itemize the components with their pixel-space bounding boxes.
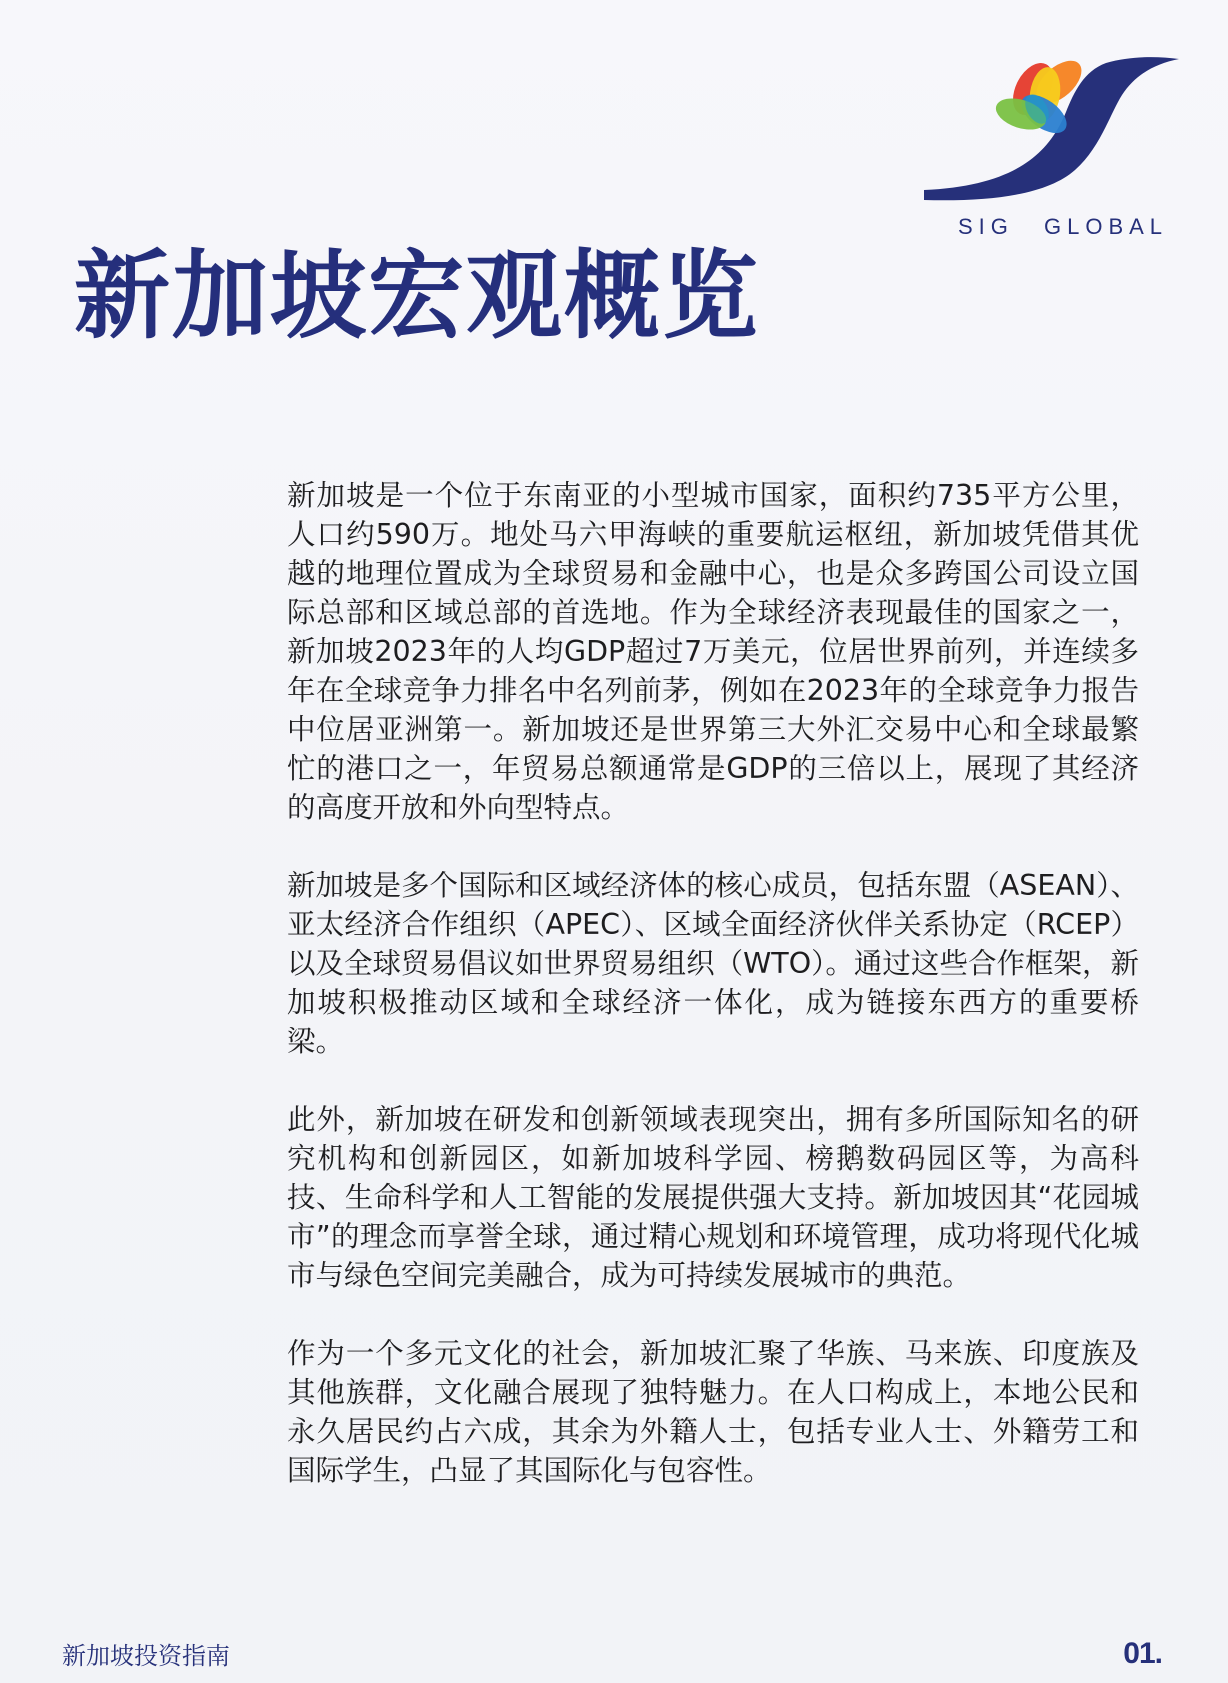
sig-global-logo-mark <box>924 56 1182 206</box>
body-paragraph-4: 作为一个多元文化的社会，新加坡汇聚了华族、马来族、印度族及其他族群，文化融合展现了独特魅力。在人口构成上，本地公民和永久居民约占六成，其余为外籍人士，包括专业人士、外籍劳工和国际学生，凸显了其国际化与包容性。 <box>287 1337 1139 1487</box>
body-text <box>287 476 1139 1529</box>
logo-sig-text: SIG <box>958 214 1014 239</box>
footer-guide-title: 新加坡投资指南 <box>62 1642 230 1670</box>
body-paragraph-1: 新加坡是一个位于东南亚的小型城市国家，面积约735平方公里，人口约590万。地处马六甲海峡的重要航运枢纽，新加坡凭借其优越的地理位置成为全球贸易和金融中心，也是众多跨国公司设立国际总部和区域总部的首选地。作为全球经济表现最佳的国家之一，新加坡2023年的人均GDP超过7万美元，位居世界前列，并连续多年在全球竞争力排名中名列前茅，例如在2023年的全球竞争力报告中位居亚洲第一。新加坡还是世界第三大外汇交易中心和全球最繁忙的港口之一，年贸易总额通常是GDP的三倍以上，展现了其经济的高度开放和外向型特点。 <box>287 479 1139 824</box>
page-title: 新加坡宏观概览 <box>74 240 760 352</box>
sig-global-logo <box>924 56 1182 240</box>
body-paragraph-2: 新加坡是多个国际和区域经济体的核心成员，包括东盟（ASEAN）、亚太经济合作组织（APEC）、区域全面经济伙伴关系协定（RCEP）以及全球贸易倡议如世界贸易组织（WTO）。通过这些合作框架，新加坡积极推动区域和全球经济一体化，成为链接东西方的重要桥梁。 <box>287 869 1139 1058</box>
body-paragraph-3: 此外，新加坡在研发和创新领域表现突出，拥有多所国际知名的研究机构和创新园区，如新加坡科学园、榜鹅数码园区等，为高科技、生命科学和人工智能的发展提供强大支持。新加坡因其“花园城市”的理念而享誉全球，通过精心规划和环境管理，成功将现代化城市与绿色空间完美融合，成为可持续发展城市的典范。 <box>287 1103 1139 1292</box>
logo-global-text: GLOBAL <box>1044 214 1169 239</box>
logo-wordmark <box>924 214 1182 240</box>
page-number: 01. <box>1123 1637 1162 1670</box>
